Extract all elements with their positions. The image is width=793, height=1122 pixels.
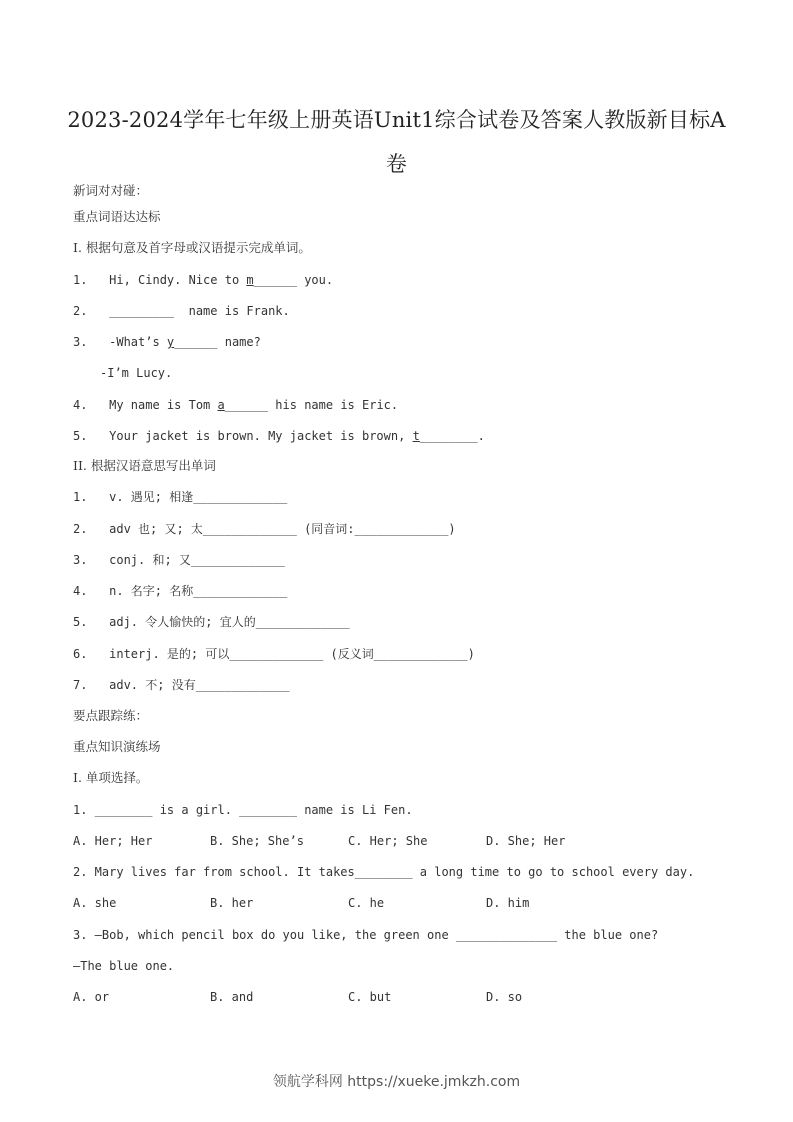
question-3: 3. -What’s y______ name? — [73, 335, 261, 349]
document-title-line1: 2023-2024学年七年级上册英语Unit1综合试卷及答案人教版新目标A — [67, 108, 726, 132]
question-1: 1. Hi, Cindy. Nice to m______ you. — [73, 273, 334, 287]
part1-title: I. 根据句意及首字母或汉语提示完成单词。 — [73, 240, 311, 255]
word-item-3: 3. conj. 和; 又_____________ — [73, 553, 285, 567]
mc-question-2-stem: 2. Mary lives far from school. It takes________ a long time to go to school every day. — [73, 865, 695, 879]
section-heading-practice: 要点跟踪练： — [73, 708, 149, 723]
section-heading-new-words: 新词对对碰： — [73, 183, 149, 198]
part2-title: II. 根据汉语意思写出单词 — [73, 458, 216, 473]
mc-part-title: I. 单项选择。 — [73, 770, 149, 785]
section-subheading-key-words: 重点词语达达标 — [73, 209, 161, 224]
word-item-5: 5. adj. 令人愉快的; 宜人的_____________ — [73, 615, 350, 629]
mc-question-3-option-a: A. or — [73, 990, 110, 1004]
mc-question-2-option-b: B. her — [210, 896, 254, 910]
question-2: 2. _________ name is Frank. — [73, 304, 290, 318]
footer-watermark: 领航学科网 https://xueke.jmkzh.com — [272, 1074, 521, 1090]
mc-question-1-stem: 1. ________ is a girl. ________ name is Li Fen. — [73, 803, 413, 817]
mc-question-3-stem: 3. —Bob, which pencil box do you like, the green one ______________ the blue one? — [73, 928, 659, 942]
mc-question-1-option-b: B. She; She’s — [210, 834, 304, 848]
mc-question-2-option-a: A. she — [73, 896, 117, 910]
word-item-4: 4. n. 名字; 名称_____________ — [73, 584, 288, 598]
mc-question-3-reply: —The blue one. — [73, 959, 175, 973]
mc-question-3-option-b: B. and — [210, 990, 254, 1004]
word-item-2: 2. adv 也; 又; 太_____________ (同音词:_____________) — [73, 522, 456, 536]
word-item-7: 7. adv. 不; 没有_____________ — [73, 678, 290, 692]
mc-question-1-option-c: C. Her; She — [348, 834, 428, 848]
mc-question-3-option-c: C. but — [348, 990, 392, 1004]
mc-question-2-option-c: C. he — [348, 896, 385, 910]
mc-question-1-option-a: A. Her; Her — [73, 834, 153, 848]
mc-question-1-option-d: D. She; Her — [486, 834, 566, 848]
question-4: 4. My name is Tom a______ his name is Eric. — [73, 398, 399, 412]
section-subheading-knowledge: 重点知识演练场 — [73, 739, 161, 754]
question-5: 5. Your jacket is brown. My jacket is brown, t________. — [73, 429, 485, 443]
word-item-1: 1. v. 遇见; 相逢_____________ — [73, 490, 288, 504]
word-item-6: 6. interj. 是的; 可以_____________ (反义词_____________) — [73, 647, 475, 661]
question-3-answer: -I’m Lucy. — [100, 366, 173, 380]
mc-question-3-option-d: D. so — [486, 990, 523, 1004]
document-title-line2: 卷 — [385, 152, 408, 176]
mc-question-2-option-d: D. him — [486, 896, 530, 910]
